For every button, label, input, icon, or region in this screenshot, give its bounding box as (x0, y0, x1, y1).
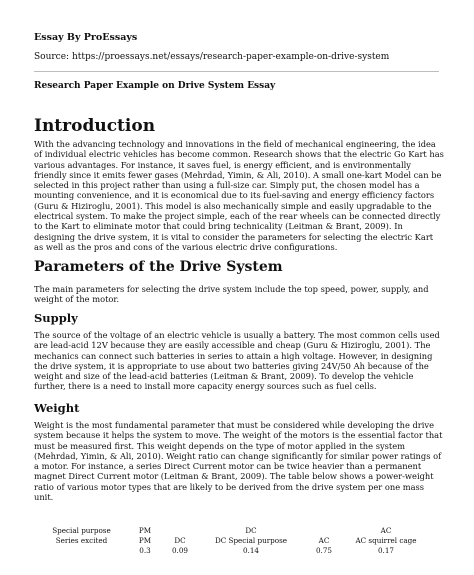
table-cell: Special purpose (52, 526, 111, 535)
table-row (34, 526, 427, 536)
introduction-paragraph: With the advancing technology and innovations in the field of mechanical engineering, the idea of individual electric vehicles has become common. Research shows that the electric Go Kart has various advantages. For instance, it saves fuel, is energy efficient, and is environmentally friendly since it emits fewer gases (Mehrdad, Yimin, & Ali, 2010). A small one-kart Model can be selected in this project rather than using a full-size car. Simply put, the chosen model has a mounting convenience, and it is economical due to its fuel-saving and energy efficiency factors (Guru & Hiziroglu, 2001). This model is also mechanically simple and easily upgradable to the electrical system. To make the project simple, each of the rear wheels can be connected directly to the Kart to eliminate motor that could bring technicality (Leitman & Brant, 2009). In designing the drive system, it is vital to consider the parameters for selecting the electric Kart as well as the pros and cons of the various electric drive configurations. (34, 139, 444, 252)
weight-paragraph: Weight is the most fundamental parameter that must be considered while developing the drive system because it helps the system to move. The weight of the motors is the essential factor that must be measured first. This weight depends on the type of motor applied in the system (Mehrdad, Yimin, & Ali, 2010). Weight ratio can change significantly for similar power ratings of a motor. For instance, a series Direct Current motor can be twice heavier than a permanent magnet Direct Current motor (Leitman & Brant, 2009). The table below shows a power-weight ratio of various motor types that are likely to be derived from the drive system per one mass unit. (34, 420, 443, 503)
table-cell: DC Special purpose (214, 536, 288, 545)
brand-name: Essay By ProEssays (34, 32, 138, 43)
table-cell: PM (138, 536, 152, 545)
table-cell: 0.75 (315, 546, 332, 555)
source-line: Source: https://proessays.net/essays/research-paper-example-on-drive-system (34, 52, 390, 62)
introduction-heading: Introduction (34, 116, 156, 136)
supply-paragraph: The source of the voltage of an electric vehicle is usually a battery. The most common cells used are lead-acid 12V because they are easily accessible and cheap (Guru & Hiziroglu, 2001). The mechanics can connect such batteries in series to attain a high voltage. However, in designing the drive system, it is appropriate to use about two batteries giving 24V/50 Ah because of the weight and size of the lead-acid batteries (Leitman & Brant, 2009). To develop the vehicle further, there is a need to install more capacity energy sources such as fuel cells. (34, 330, 440, 392)
table-cell: AC (318, 536, 330, 545)
table-cell: PM (138, 526, 152, 535)
table-cell: 0.3 (139, 546, 151, 555)
table-cell: 0.17 (377, 546, 394, 555)
table-cell (303, 526, 345, 536)
table-row (34, 546, 427, 556)
table-cell (34, 546, 129, 556)
table-cell: DC (174, 536, 186, 545)
table-cell: DC (245, 526, 257, 535)
weight-heading: Weight (34, 401, 80, 415)
table-cell: 0.09 (171, 546, 188, 555)
table-cell: Series excited (55, 536, 108, 545)
parameters-paragraph: The main parameters for selecting the drive system include the top speed, power, supply, and weight of the motor. (34, 284, 429, 305)
table-cell (161, 526, 199, 536)
power-weight-table (34, 526, 427, 556)
document-title: Research Paper Example on Drive System Essay (34, 81, 276, 91)
supply-heading: Supply (34, 311, 78, 325)
header-divider (34, 71, 439, 72)
table-cell: AC (380, 526, 392, 535)
table-cell: AC squirrel cage (355, 536, 417, 545)
table-cell: 0.14 (242, 546, 259, 555)
table-row (34, 536, 427, 546)
parameters-heading: Parameters of the Drive System (34, 259, 283, 275)
